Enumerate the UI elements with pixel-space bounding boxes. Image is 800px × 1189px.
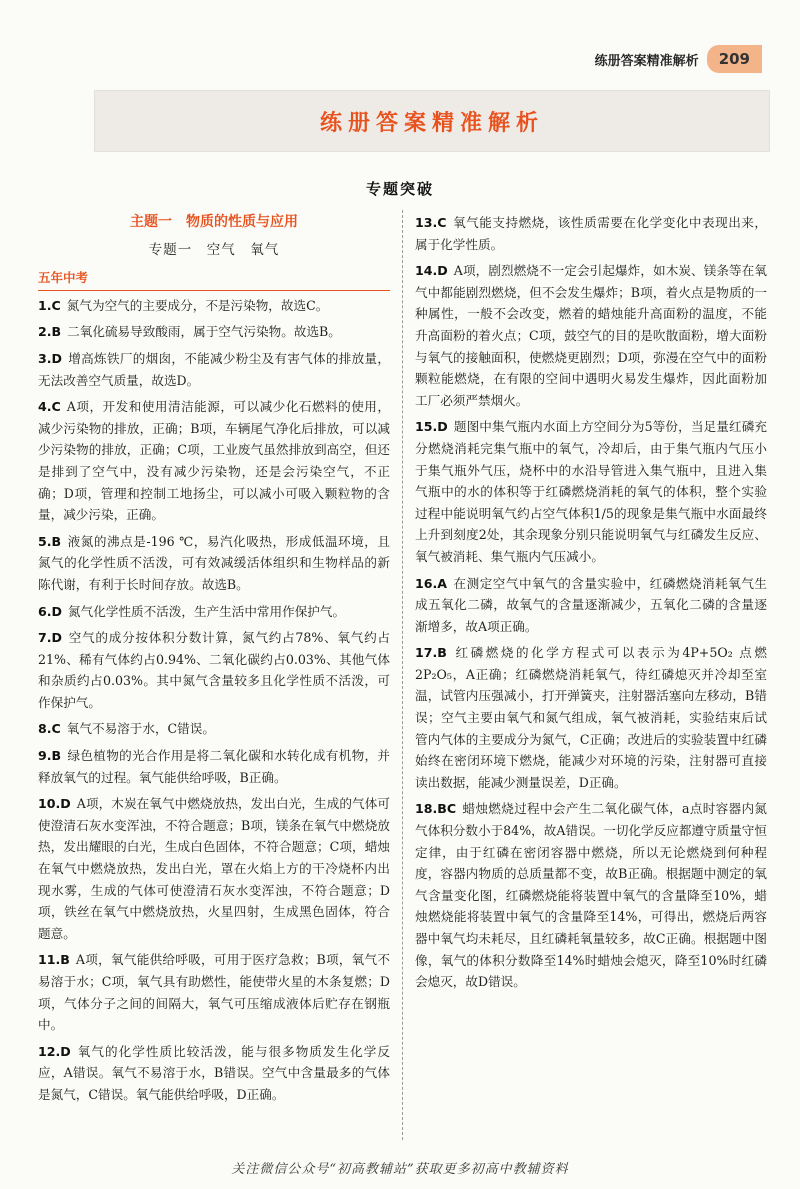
five-year-exam-badge: 五年中考: [38, 267, 390, 291]
answer-text: 蜡烛燃烧过程中会产生二氧化碳气体，a点时容器内氮气体积分数小于84%，故A错误。一切化学反应都遵守质量守恒定律，由于红磷在密闭容器中燃烧，所以无论燃烧到何种程度，容器内物质的总质量都不变，故B正确。根据题中测定的氧气含量变化图，红磷燃烧能将装置中氧气的含量降至10%，蜡烛燃烧能将装置中氧气的含量降至14%，可得出，燃烧后两容器中氧气均未耗尽，且红磷耗氧量较多，故C正确。根据题中图像，氧气的体积分数降至14%时蜡烛会熄灭，降至10%时红磷会熄灭，故D错误。: [415, 801, 767, 990]
answer-item: [38, 1041, 390, 1106]
answer-text: 二氧化硫易导致酸雨，属于空气污染物。故选B。: [67, 324, 341, 340]
answer-item: [38, 627, 390, 713]
answer-text: 空气的成分按体积分数计算，氮气约占78%、氧气约占21%、稀有气体约占0.94%、二氧化碳约占0.03%、其他气体和杂质约占0.03%。其中氮气含量较多且化学性质不活泼，可作保护气。: [38, 630, 390, 710]
answer-number: 17.B: [415, 645, 447, 661]
answer-number: 15.D: [415, 419, 448, 435]
page-title: 练册答案精准解析: [319, 110, 544, 136]
answer-item: [38, 321, 390, 343]
answer-item: [415, 798, 767, 992]
answer-text: 氧气能支持燃烧，该性质需要在化学变化中表现出来，属于化学性质。: [415, 215, 767, 252]
section-heading: 专题突破: [365, 180, 434, 198]
answer-number: 2.B: [38, 324, 62, 340]
answer-number: 8.C: [38, 721, 61, 737]
answer-item: [38, 396, 390, 526]
page-number: 209: [707, 45, 762, 73]
answer-item: [415, 573, 767, 638]
right-column: [415, 212, 767, 998]
answer-number: 3.D: [38, 350, 63, 366]
title-band: [94, 90, 770, 152]
answer-text: 增高炼铁厂的烟囱，不能减少粉尘及有害气体的排放量，无法改善空气质量，故选D。: [38, 350, 390, 388]
answer-item: [38, 531, 390, 596]
answer-number: 12.D: [38, 1043, 71, 1059]
answer-number: 11.B: [38, 952, 70, 968]
column-divider: [402, 210, 403, 1140]
answer-text: 在测定空气中氧气的含量实验中，红磷燃烧消耗氧气生成五氧化二磷，故氧气的含量逐渐减少，五氧化二磷的含量逐渐增多，故A项正确。: [415, 575, 767, 634]
answer-text: A项，开发和使用清洁能源，可以减少化石燃料的使用，减少污染物的排放，正确；B项，车辆尾气净化后排放，可以减少污染物的排放，正确；C项，工业废气虽然排放到高空，但还是排到了空气中，没有减少污染物，还是会污染空气，不正确；D项，管理和控制工地扬尘，可以减小可吸入颗粒物的含量，减少污染，正确。: [38, 399, 390, 523]
answer-text: 题图中集气瓶内水面上方空间分为5等份，当足量红磷充分燃烧消耗完集气瓶中的氧气，冷却后，由于集气瓶内气压小于集气瓶外气压，烧杯中的水沿导管进入集气瓶中，且进入集气瓶中的水的体积等于红磷燃烧消耗的氧气的体积，整个实验过程中能说明氧气约占空气体积1/5的现象是集气瓶中水面最终上升到刻度2处，其余现象分别只能说明氧气与红磷发生反应、氧气被消耗、集气瓶内气压减小。: [415, 419, 767, 564]
answer-text: 氮气为空气的主要成分，不是污染物，故选C。: [66, 297, 329, 313]
topic-heading: 专题一 空气 氧气: [148, 241, 280, 258]
answer-number: 10.D: [38, 796, 71, 812]
answer-number: 18.BC: [415, 801, 457, 817]
answer-number: 6.D: [38, 603, 63, 619]
answer-item: [415, 416, 767, 567]
answer-number: 1.C: [38, 297, 61, 313]
answer-number: 7.D: [38, 630, 63, 646]
answer-item: [415, 260, 767, 411]
answer-number: 16.A: [415, 575, 448, 591]
answer-item: [38, 295, 390, 317]
answer-number: 4.C: [38, 399, 61, 415]
answer-item: [415, 212, 767, 255]
answer-number: 14.D: [415, 263, 448, 279]
answer-text: 红磷燃烧的化学方程式可以表示为4P+5O₂ 点燃 2P₂O₅，A正确；红磷燃烧消耗氧气，待红磷熄灭并冷却至室温，试管内压强减小，打开弹簧夹，注射器活塞向左移动，B错误；空气主要由氧气和氮气组成，氧气被消耗，实验结束后试管内气体的主要成分为氮气，C正确；改进后的实验装置中红磷始终在密闭环境下燃烧，能减少对环境的污染，注射器可直接读出数据，能减少测量误差，D正确。: [415, 645, 767, 790]
answer-item: [38, 745, 390, 788]
answer-item: [38, 949, 390, 1035]
footer-note: 关注微信公众号“初高教辅站”获取更多初高中教辅资料: [231, 1162, 569, 1177]
answer-number: 13.C: [415, 215, 447, 230]
answer-item: [38, 348, 390, 391]
answer-item: [38, 793, 390, 944]
answer-number: 9.B: [38, 748, 62, 764]
answer-item: [415, 642, 767, 793]
answer-text: A项，木炭在氧气中燃烧放热，发出白光，生成的气体可使澄清石灰水变浑浊，不符合题意；B项，镁条在氧气中燃烧放热，发出耀眼的白光，生成白色固体，不符合题意；C项，蜡烛在氧气中燃烧放热，发出白光，罩在火焰上方的干冷烧杯内出现水雾，生成的气体可使澄清石灰水变浑浊，不符合题意；D项，铁丝在氧气中燃烧放热，火星四射，生成黑色固体，符合题意。: [38, 796, 390, 941]
answer-text: 氮气化学性质不活泼，生产生活中常用作保护气。: [68, 603, 346, 619]
theme-heading: 主题一 物质的性质与应用: [130, 214, 298, 230]
answer-text: 绿色植物的光合作用是将二氧化碳和水转化成有机物，并释放氧气的过程。氧气能供给呼吸，B正确。: [38, 748, 390, 785]
running-header-label: 练册答案精准解析: [594, 53, 699, 69]
answer-item: [38, 718, 390, 740]
answer-text: A项，剧烈燃烧不一定会引起爆炸，如木炭、镁条等在氧气中都能剧烈燃烧，但不会发生爆炸；B项，着火点是物质的一种属性，一般不会改变，燃着的蜡烛能升高面粉的温度，不能升高面粉的着火点；C项，鼓空气的目的是吹散面粉，增大面粉与氧气的接触面积，使燃烧更剧烈；D项，弥漫在空气中的面粉颗粒能燃烧，在有限的空间中遇明火易发生爆炸，因此面粉加工厂必须严禁烟火。: [415, 263, 767, 408]
answer-text: 氧气的化学性质比较活泼，能与很多物质发生化学反应，A错误。氧气不易溶于水，B错误。空气中含量最多的气体是氮气，C错误。氧气能供给呼吸，D正确。: [38, 1043, 390, 1102]
answer-text: A项，氧气能供给呼吸，可用于医疗急救；B项，氧气不易溶于水；C项，氧气具有助燃性，能使带火星的木条复燃；D项，气体分子之间的间隔大，氧气可压缩成液体后贮存在钢瓶中。: [38, 952, 390, 1033]
answer-item: [38, 601, 390, 623]
left-column: [38, 212, 390, 1111]
running-header: [595, 44, 762, 74]
answer-text: 氧气不易溶于水，C错误。: [66, 721, 215, 737]
answer-number: 5.B: [38, 533, 62, 549]
answer-text: 液氮的沸点是-196 ℃，易汽化吸热，形成低温环境，且氮气的化学性质不活泼，可有效减缓活体组织和生物样品的新陈代谢，有利于长时间存放。故选B。: [38, 533, 390, 592]
